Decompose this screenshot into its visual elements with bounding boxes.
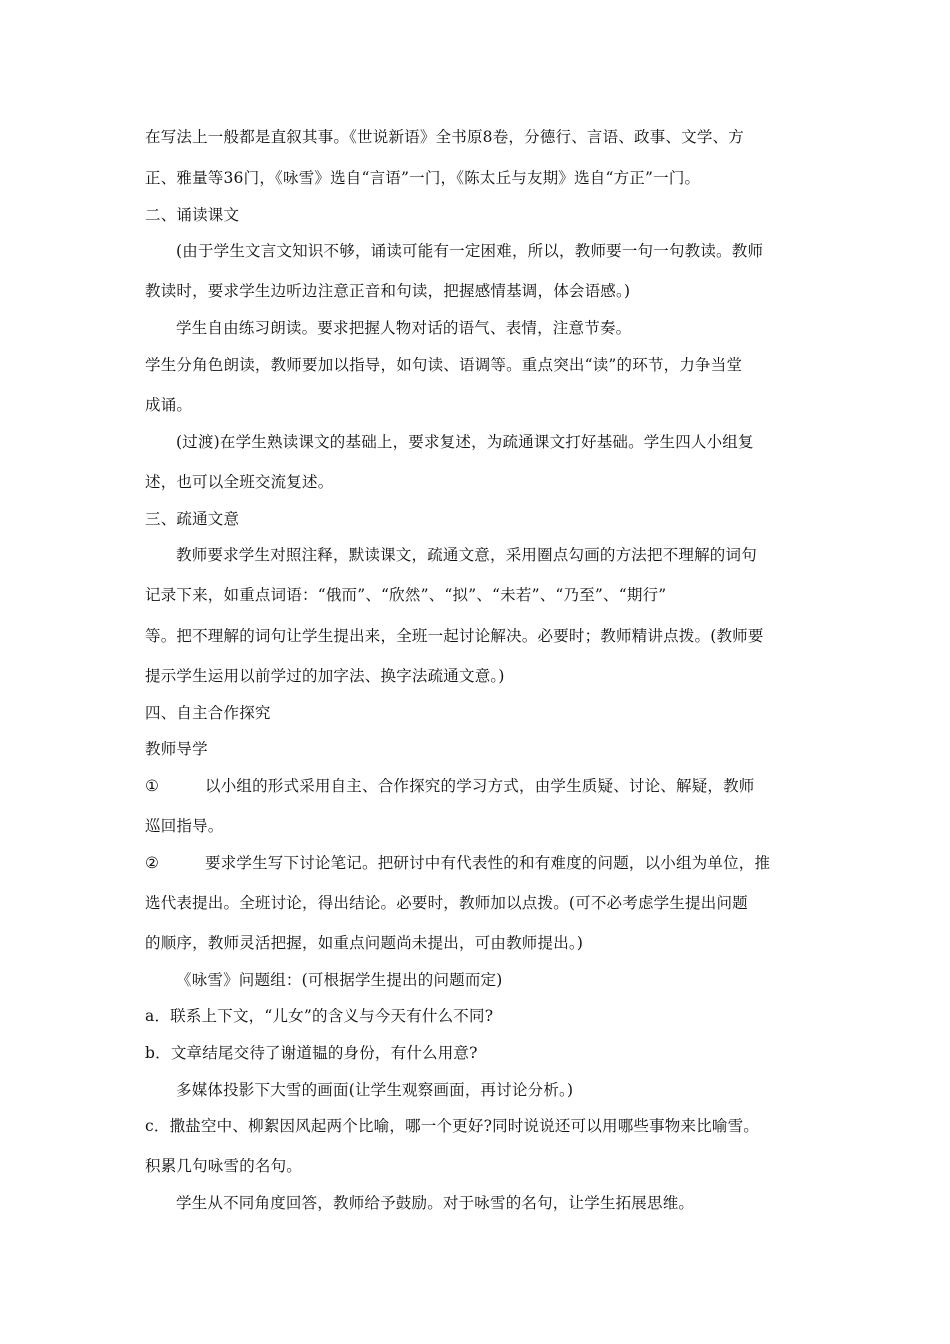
text-line: 选代表提出。全班讨论，得出结论。必要时，教师加以点拨。(可不必考虑学生提出问题: [145, 894, 748, 912]
question-item: a．联系上下文，“儿女”的含义与今天有什么不同?: [145, 1007, 494, 1025]
section-heading: 三、疏通文意: [145, 510, 240, 528]
text-line: (由于学生文言文知识不够，诵读可能有一定困难，所以，教师要一句一句教读。教师: [176, 242, 764, 260]
text-line: 巡回指导。: [145, 817, 224, 835]
text-line: 学生自由练习朗读。要求把握人物对话的语气、表情，注意节奏。: [176, 319, 632, 337]
text-line: 成诵。: [145, 396, 193, 414]
question-item: c．撒盐空中、柳絮因风起两个比喻，哪一个更好?同时说说还可以用哪些事物来比喻雪。: [145, 1117, 759, 1135]
text-line: 《咏雪》问题组：(可根据学生提出的问题而定): [176, 971, 503, 989]
text-line: 正、雅量等36门，《咏雪》选自“言语”一门，《陈太丘与友期》选自“方正”一门。: [145, 169, 701, 187]
text-line: 等。把不理解的词句让学生提出来，全班一起讨论解决。必要时；教师精讲点拨。(教师要: [145, 627, 764, 645]
text-line: 学生分角色朗读，教师要加以指导，如句读、语调等。重点突出“读”的环节，力争当堂: [145, 356, 743, 374]
item-marker: ②: [145, 854, 160, 872]
section-heading: 二、诵读课文: [145, 206, 240, 224]
text-line: 提示学生运用以前学过的加字法、换字法疏通文意。): [145, 667, 505, 685]
text-line: 学生从不同角度回答，教师给予鼓励。对于咏雪的名句，让学生拓展思维。: [176, 1194, 695, 1212]
question-item: b．文章结尾交待了谢道韫的身份，有什么用意?: [145, 1044, 478, 1062]
text-line: (过渡)在学生熟读课文的基础上，要求复述，为疏通课文打好基础。学生四人小组复: [176, 433, 754, 451]
numbered-item: [145, 776, 810, 796]
subheading: 教师导学: [145, 740, 208, 758]
numbered-item: [145, 853, 810, 873]
text-line: 积累几句咏雪的名句。: [145, 1157, 303, 1175]
text-line: 的顺序，教师灵活把握，如重点问题尚未提出，可由教师提出。): [145, 934, 584, 952]
text-line: 教师要求学生对照注释，默读课文，疏通文意，采用圈点勾画的方法把不理解的词句: [176, 546, 757, 564]
item-marker: ①: [145, 777, 160, 795]
text-line: 在写法上一般都是直叙其事。《世说新语》全书原8卷，分德行、言语、政事、文学、方: [145, 128, 744, 146]
text-line: 教读时，要求学生边听边注意正音和句读，把握感情基调，体会语感。): [145, 282, 631, 300]
text-line: 多媒体投影下大雪的画面(让学生观察画面，再讨论分析。): [176, 1081, 574, 1099]
item-text: 要求学生写下讨论笔记。把研讨中有代表性的和有难度的问题，以小组为单位，推: [205, 854, 771, 872]
text-line: 记录下来，如重点词语：“俄而”、“欣然”、“拟”、“未若”、“乃至”、“期行”: [145, 586, 667, 604]
item-text: 以小组的形式采用自主、合作探究的学习方式，由学生质疑、讨论、解疑，教师: [205, 777, 755, 795]
text-line: 述，也可以全班交流复述。: [145, 473, 334, 491]
section-heading: 四、自主合作探究: [145, 704, 271, 722]
